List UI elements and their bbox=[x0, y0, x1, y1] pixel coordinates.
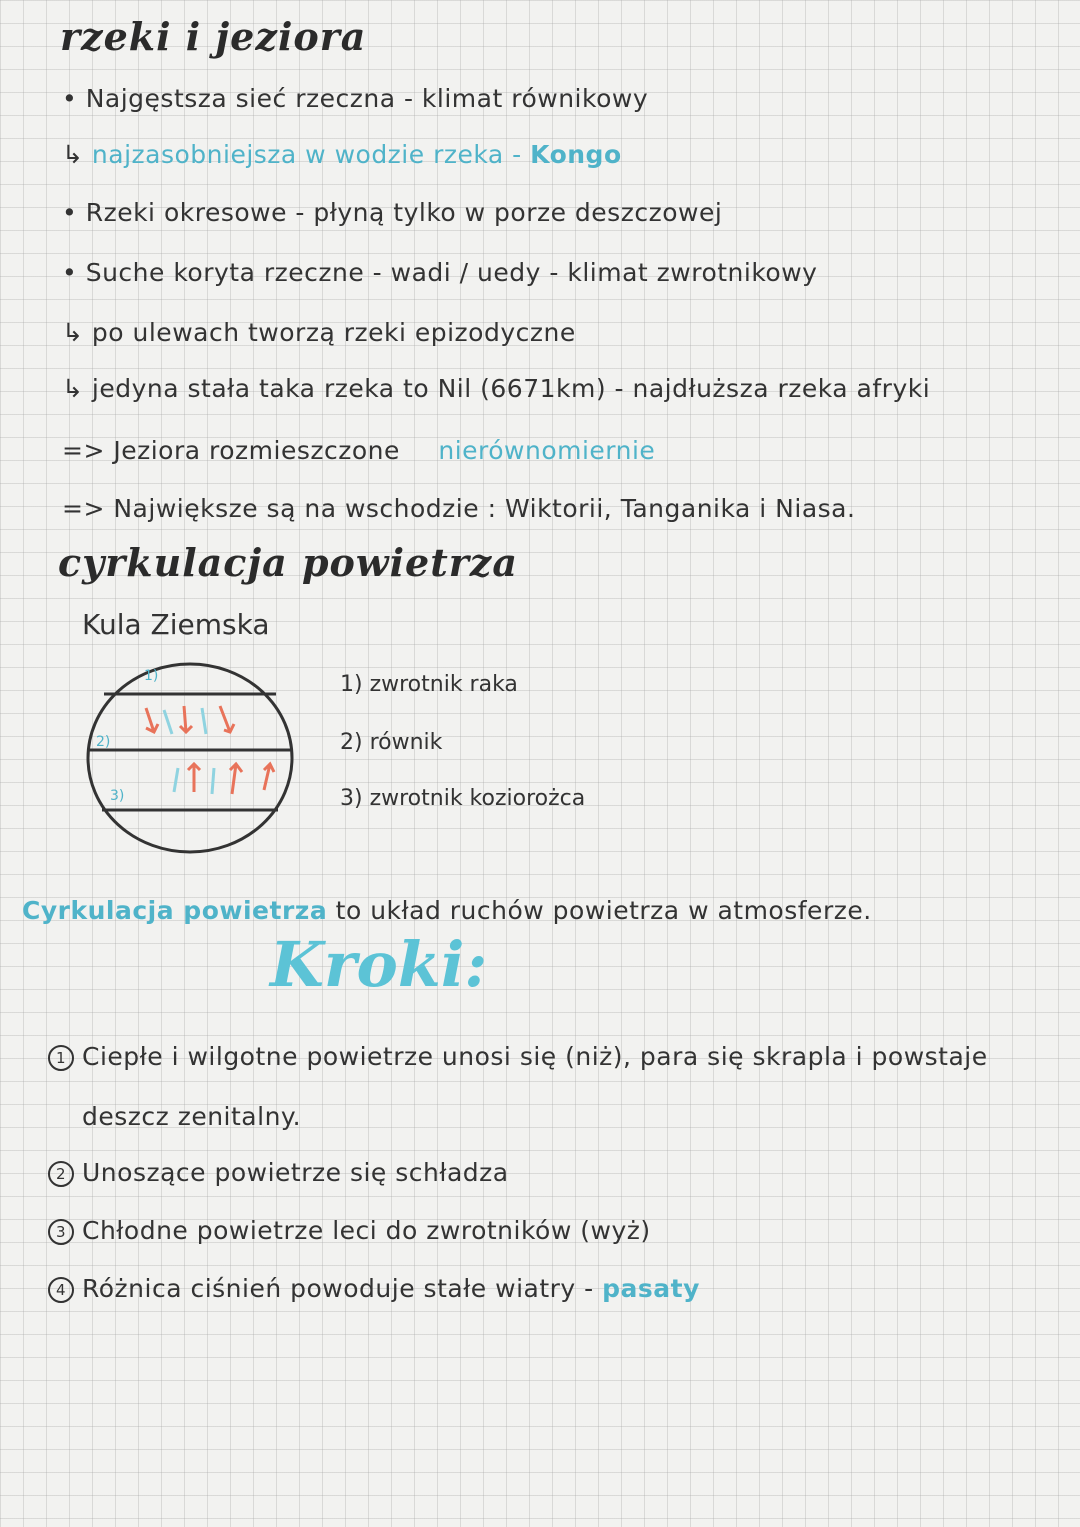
step-text: Chłodne powietrze leci do zwrotników (wyż) bbox=[82, 1216, 651, 1245]
note-line bbox=[62, 258, 817, 287]
definition-text: to układ ruchów powietrza w atmosferze. bbox=[327, 896, 872, 925]
bullet: • bbox=[62, 84, 78, 113]
note-text: Największe są na wschodzie : Wiktorii, Tanganika i Niasa. bbox=[113, 494, 856, 523]
legend-item: 1) zwrotnik raka bbox=[340, 672, 518, 697]
globe-diagram bbox=[84, 660, 296, 856]
legend-item: 3) zwrotnik koziorożca bbox=[340, 786, 586, 811]
globe-svg bbox=[84, 660, 296, 856]
note-text: po ulewach tworzą rzeki epizodyczne bbox=[91, 318, 576, 347]
bullet: • bbox=[62, 258, 78, 287]
step-text: Unoszące powietrze się schładza bbox=[82, 1158, 509, 1187]
note-line bbox=[62, 318, 576, 347]
step-text: Ciepłe i wilgotne powietrze unosi się (niż), para się skrapla i powstaje bbox=[82, 1042, 988, 1071]
diagram-label: 3) bbox=[110, 788, 125, 804]
diagram-label: 2) bbox=[96, 734, 111, 750]
note-line bbox=[62, 436, 655, 465]
arrow-marker: => bbox=[62, 494, 105, 523]
highlight-text: nierównomiernie bbox=[438, 436, 656, 465]
note-text: Jeziora rozmieszczone bbox=[113, 436, 409, 465]
highlight-text: Kongo bbox=[530, 140, 622, 169]
subtitle: Kula Ziemska bbox=[82, 608, 270, 641]
arrow-marker: ↳ bbox=[62, 374, 84, 403]
step-item bbox=[48, 1042, 988, 1071]
note-text: Suche koryta rzeczne - wadi / uedy - klimat zwrotnikowy bbox=[85, 258, 818, 287]
arrow-marker: ↳ bbox=[62, 318, 84, 347]
section-title-circulation: cyrkulacja powietrza bbox=[58, 540, 519, 585]
note-line bbox=[62, 374, 930, 403]
arrow-marker: ↳ bbox=[62, 140, 84, 169]
step-number: 3 bbox=[48, 1219, 74, 1245]
note-line bbox=[62, 84, 648, 113]
note-line bbox=[62, 198, 722, 227]
arrow-marker: => bbox=[62, 436, 105, 465]
note-text: Najgęstsza sieć rzeczna - klimat równikowy bbox=[85, 84, 649, 113]
step-number: 2 bbox=[48, 1161, 74, 1187]
step-item bbox=[48, 1216, 651, 1245]
note-text: najzasobniejsza w wodzie rzeka - bbox=[91, 140, 531, 169]
step-text: Różnica ciśnień powoduje stałe wiatry - bbox=[82, 1274, 603, 1303]
highlight-text: pasaty bbox=[602, 1274, 700, 1303]
note-line bbox=[62, 140, 622, 169]
section-title-rivers: rzeki i jeziora bbox=[60, 14, 367, 59]
note-text: jedyna stała taka rzeka to Nil (6671km) - najdłuższa rzeka afryki bbox=[91, 374, 931, 403]
bullet: • bbox=[62, 198, 78, 227]
step-item bbox=[48, 1158, 509, 1187]
steps-title: Kroki: bbox=[270, 928, 488, 1001]
step-number: 4 bbox=[48, 1277, 74, 1303]
definition bbox=[22, 896, 872, 925]
definition-term: Cyrkulacja powietrza bbox=[22, 896, 328, 925]
step-number: 1 bbox=[48, 1045, 74, 1071]
step-item bbox=[48, 1274, 700, 1303]
note-line bbox=[62, 494, 855, 523]
diagram-label: 1) bbox=[144, 668, 159, 684]
note-text: Rzeki okresowe - płyną tylko w porze deszczowej bbox=[85, 198, 723, 227]
step-continuation: deszcz zenitalny. bbox=[82, 1102, 302, 1131]
legend-item: 2) równik bbox=[340, 730, 443, 755]
